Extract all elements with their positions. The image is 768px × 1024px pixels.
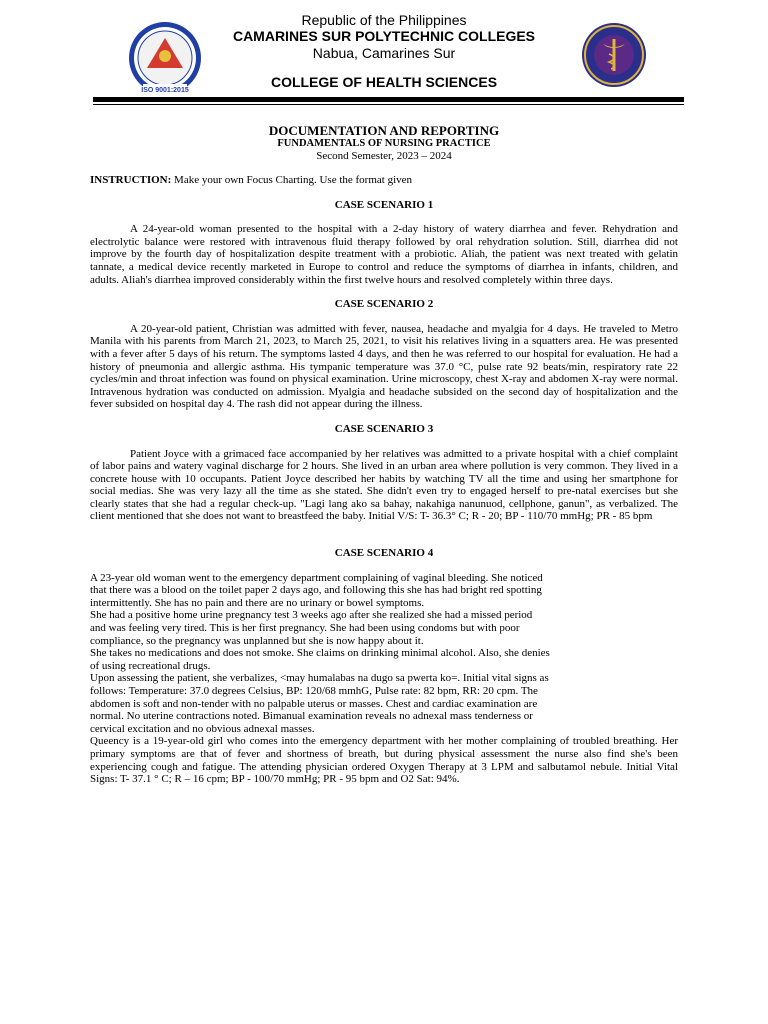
case-1-body: A 24-year-old woman presented to the hospital with a 2-day history of watery diarrhea and fever. Rehydration and electrolytic balance were restored with intravenous fluid therapy followed by oral rehydration solution. Still, diarrhea did not improve by the fourth day of hospitalization despite treatment with a probiotic. Aliah, the patient was next treated with gelatin tannate, a medical device recently marketed in Europe to control and reduce the symptoms of diarrhea in infants, children, and adults. Aliah's diarrhea improved considerably within the first twelve hours and resolved completely within three days. <box>90 223 678 286</box>
semester-line: Second Semester, 2023 – 2024 <box>316 150 452 162</box>
header-divider-thin <box>93 104 684 105</box>
case-4-line: She takes no medications and does not smoke. She claims on drinking minimal alcohol. Also, she denies <box>90 647 550 660</box>
case-4-line: Upon assessing the patient, she verbalizes, <may humalabas na dugo sa pwerta ko=. Initial vital signs as <box>90 672 549 685</box>
case-4-line: A 23-year old woman went to the emergency department complaining of vaginal bleeding. She noticed <box>90 571 543 584</box>
header-divider-thick <box>93 97 684 102</box>
course-title: FUNDAMENTALS OF NURSING PRACTICE <box>277 138 491 149</box>
case-4-line: normal. No uterine contractions noted. Bimanual examination reveals no adnexal mass tenderness or <box>90 710 533 723</box>
case-2-title: CASE SCENARIO 2 <box>334 298 434 311</box>
instruction-line <box>90 174 678 187</box>
instruction-text: Make your own Focus Charting. Use the format given <box>171 174 413 186</box>
department-name: COLLEGE OF HEALTH SCIENCES <box>270 74 498 90</box>
instruction-label: INSTRUCTION: <box>90 174 172 186</box>
case-4-line: and was feeling very tired. This is her first pregnancy. She had been using condoms but with poor <box>90 622 520 635</box>
svg-text:ISO 9001:2015: ISO 9001:2015 <box>141 87 189 94</box>
case-4-line: that there was a blood on the toilet paper 2 days ago, and following this she has had bright red spotting <box>90 584 542 597</box>
case-3-title: CASE SCENARIO 3 <box>334 422 434 435</box>
case-4-line: intermittently. She has no pain and there are no urinary or bowel symptoms. <box>90 596 425 609</box>
case-4-extra-body: Queency is a 19-year-old girl who comes into the emergency department with her mother complaining of troubled breathing. Her primary symptoms are that of fever and shortness of breath, but during physical assessment the nurse also find she's been experiencing cough and fatigue. The attending physician ordered Oxygen Therapy at 3 LPM and salbutamol nebule. Initial Vital Signs: T- 37.1 ° C; R – 16 cpm; BP - 100/70 mmHg; PR - 95 bpm and O2 Sat: 94%. <box>90 735 678 786</box>
case-4-line: compliance, so the pregnancy was unplanned but she is now happy about it. <box>90 634 424 647</box>
case-4-line: of using recreational drugs. <box>90 659 211 672</box>
case-4-body <box>90 572 610 736</box>
case-4-line: cervical excitation and no obvious adnexal masses. <box>90 722 315 735</box>
case-4-line: She had a positive home urine pregnancy test 3 weeks ago after she realized she had a missed period <box>90 609 533 622</box>
case-4-title: CASE SCENARIO 4 <box>334 547 434 560</box>
college-seal-logo <box>117 20 213 98</box>
republic-line: Republic of the Philippines <box>301 12 467 28</box>
case-4-line: follows: Temperature: 37.0 degrees Celsius, BP: 120/68 mmhG, Pulse rate: 82 bpm, RR: 20 cpm. The <box>90 685 538 697</box>
letterhead <box>200 12 568 90</box>
case-3-body: Patient Joyce with a grimaced face accompanied by her relatives was admitted to a private hospital with a chief complaint of labor pains and watery vaginal discharge for 2 hours. She lived in an urban area where pollution is very common. They lived in a concrete house with 10 occupants. Patient Joyce described her habits by watching TV all the time and using her smartphone for social medias. She was very lazy all the time as she stated. She didn't even try to engaged herself to pre-natal exercises but she clearly states that she had a regular check-up. "Lagi lang ako sa bahay, nakahiga nanunuod, cellphone, ganun", as verbalized. The client mentioned that she does not want to breastfeed the baby. Initial V/S: T- 36.3° C; R - 20; BP - 110/70 mmHg; PR - 85 bpm <box>90 447 678 523</box>
case-1-title: CASE SCENARIO 1 <box>334 198 434 211</box>
case-2-body: A 20-year-old patient, Christian was admitted with fever, nausea, headache and myalgia for 4 days. He traveled to Metro Manila with his parents from March 21, 2023, to March 25, 2021, to visit his relatives living in a squatters area. He was presented with a fever after 5 days of his return. The symptoms lasted 4 days, and then he was referred to our hospital for evaluation. He had a history of pneumonia and allergic asthma. His tympanic temperature was 37.0 °C, pulse rate 92 beats/min, respiratory rate 22 cycles/min and throat infection was found on physical examination. Urine microscopy, chest X-ray and abdomen X-ray were normal. Intravenous hydration was conducted on admission. Myalgia and headache subsided on the second day of hospitalization and the fever subsided on hospital day 4. The rash did not appear during the illness. <box>90 322 678 411</box>
health-sciences-seal-logo <box>581 20 647 90</box>
college-name: CAMARINES SUR POLYTECHNIC COLLEGES <box>232 28 536 44</box>
college-address: Nabua, Camarines Sur <box>312 45 456 61</box>
document-body <box>90 124 678 786</box>
document-title: DOCUMENTATION AND REPORTING <box>268 123 500 138</box>
case-4-line: abdomen is soft and non-tender with no palpable uterus or masses. Chest and cardiac examination are <box>90 697 538 710</box>
